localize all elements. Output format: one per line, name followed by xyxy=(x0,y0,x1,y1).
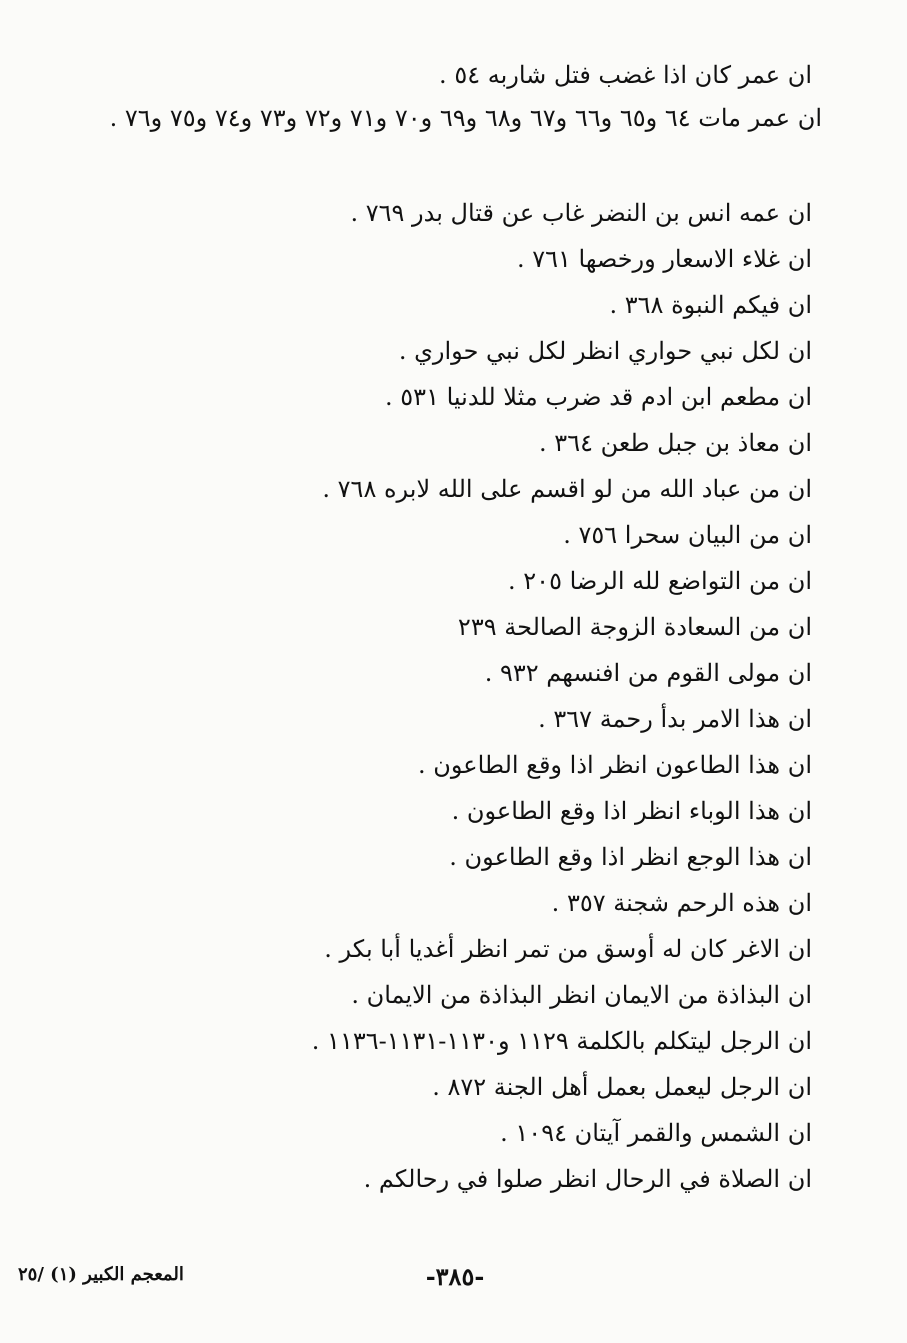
index-entry: ان فيكم النبوة ٣٦٨ . xyxy=(609,291,812,319)
index-entry: ان الصلاة في الرحال انظر صلوا في رحالكم . xyxy=(363,1165,812,1193)
index-entry: ان هذا الوباء انظر اذا وقع الطاعون . xyxy=(451,797,812,825)
index-entry: ان الاغر كان له أوسق من تمر انظر أغديا أبا بكر . xyxy=(324,935,812,963)
index-entry: ان هذا الطاعون انظر اذا وقع الطاعون . xyxy=(417,751,812,779)
index-entry: ان من السعادة الزوجة الصالحة ٢٣٩ xyxy=(457,613,812,641)
index-entry: ان الرجل ليعمل بعمل أهل الجنة ٨٧٢ . xyxy=(432,1073,812,1101)
index-entry: ان عمر مات ٦٤ و٦٥ و٦٦ و٦٧ و٦٨ و٦٩ و٧٠ و٧١ و٧٢ و٧٣ و٧٤ و٧٥ و٧٦ . xyxy=(109,104,822,132)
index-entry: ان عمر كان اذا غضب فتل شاربه ٥٤ . xyxy=(439,61,812,89)
index-entry: ان الرجل ليتكلم بالكلمة ١١٢٩ و١١٣٠-١١٣١-١١٣٦ . xyxy=(311,1027,812,1055)
page-number: -٣٨٥- xyxy=(425,1262,485,1291)
index-entry: ان عمه انس بن النضر غاب عن قتال بدر ٧٦٩ . xyxy=(350,199,812,227)
index-entry: ان هذه الرحم شجنة ٣٥٧ . xyxy=(551,889,812,917)
index-entry: ان لكل نبي حواري انظر لكل نبي حواري . xyxy=(398,337,812,365)
index-entry: ان من عباد الله من لو اقسم على الله لابره ٧٦٨ . xyxy=(322,475,812,503)
book-reference: المعجم الكبير (١) /٢٥ xyxy=(18,1264,184,1285)
index-entry: ان هذا الوجع انظر اذا وقع الطاعون . xyxy=(449,843,812,871)
index-entry: ان من البيان سحرا ٧٥٦ . xyxy=(563,521,812,549)
index-entry: ان البذاذة من الايمان انظر البذاذة من الايمان . xyxy=(351,981,812,1009)
index-entry: ان غلاء الاسعار ورخصها ٧٦١ . xyxy=(516,245,812,273)
index-entry: ان من التواضع لله الرضا ٢٠٥ . xyxy=(508,567,812,595)
index-entry: ان مولى القوم من افنسهم ٩٣٢ . xyxy=(484,659,812,687)
index-entry: ان مطعم ابن ادم قد ضرب مثلا للدنيا ٥٣١ . xyxy=(385,383,812,411)
index-entries-list xyxy=(92,52,822,1202)
index-entry: ان الشمس والقمر آيتان ١٠٩٤ . xyxy=(500,1119,812,1147)
index-entry: ان هذا الامر بدأ رحمة ٣٦٧ . xyxy=(538,705,812,733)
index-entry: ان معاذ بن جبل طعن ٣٦٤ . xyxy=(539,429,812,457)
